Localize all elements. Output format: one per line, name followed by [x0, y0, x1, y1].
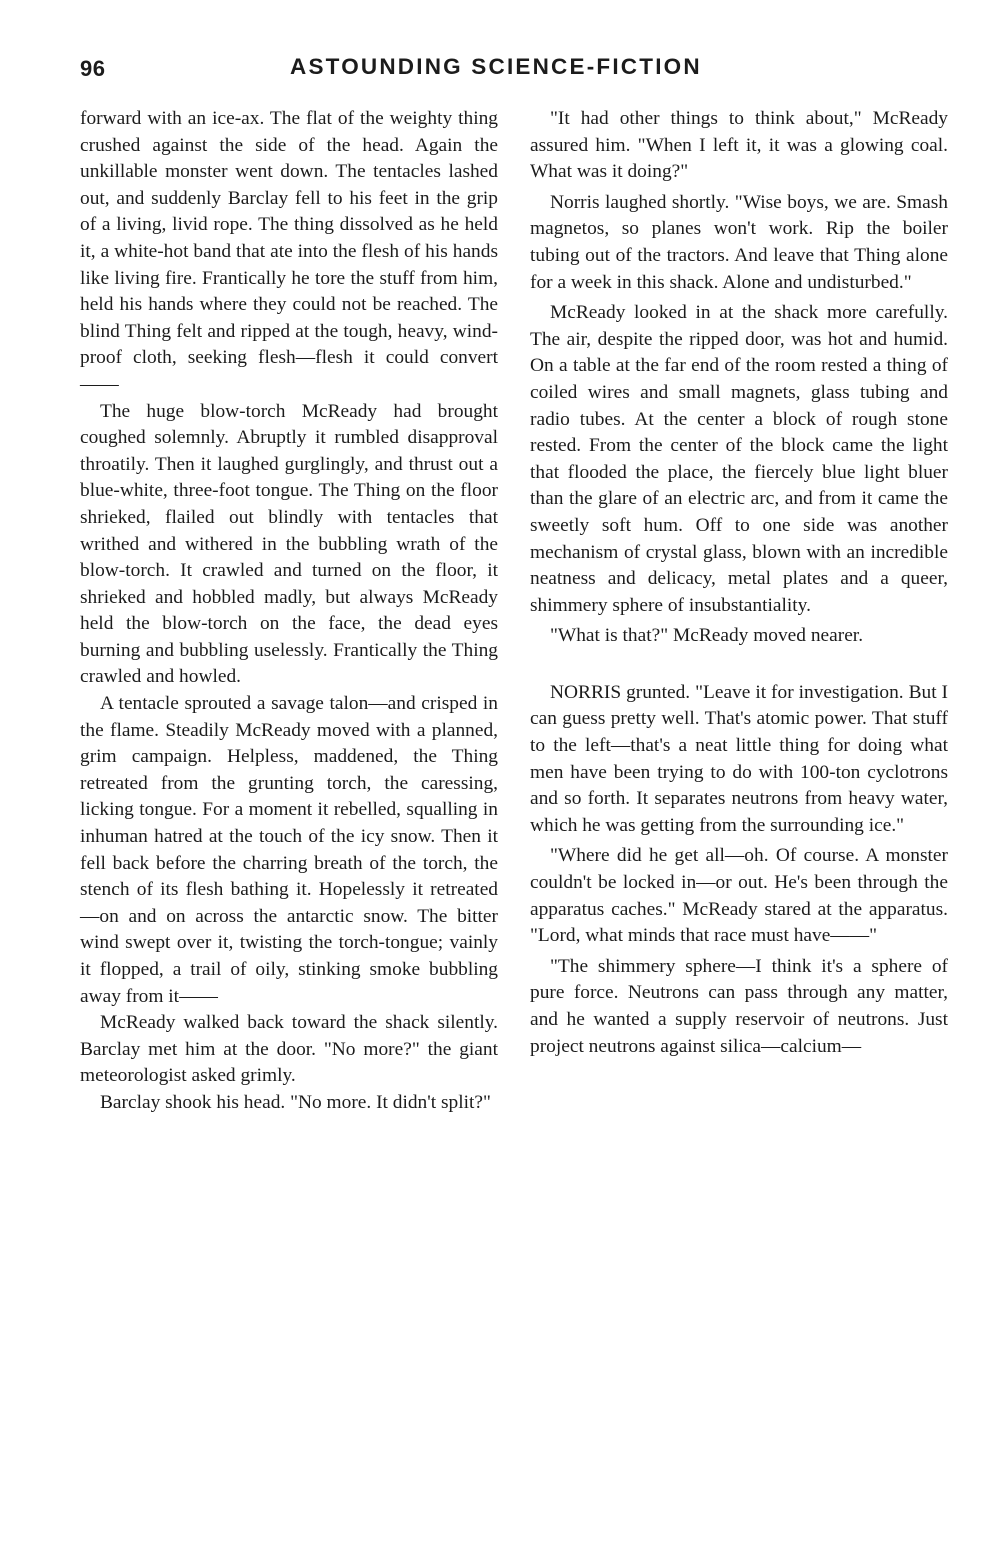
paragraph: forward with an ice-ax. The flat of the weighty thing crushed against the side of the head. Again the unkillable monster went down. The tentacles lashed out, and suddenly Barclay fell to his feet in the grip of a living, livid rope. The thing dissolved as he held it, a white-hot band that ate into the flesh of his hands like living fire. Frantically he tore the stuff from him, held his hands where they could not be reached. The blind Thing felt and ripped at the tough, heavy, wind-proof cloth, seeking flesh—flesh it could convert—— [80, 108, 498, 395]
paragraph: "The shimmery sphere—I think it's a sphere of pure force. Neutrons can pass through any matter, and he wanted a supply reservoir of neutrons. Just project neutrons against silica—calcium— [530, 955, 948, 1057]
paragraph: The huge blow-torch McReady had brought coughed solemnly. Abruptly it rumbled disapproval throatily. Then it laughed gurglingly, and thrust out a blue-white, three-foot tongue. The Thing on the floor shrieked, flailed out blindly with tentacles that writhed and withered in the bubbling wrath of the blow-torch. It crawled and turned on the floor, it shrieked and hobbled madly, but always McReady held the blow-torch on the face, the dead eyes burning and bubbling uselessly. Frantically the Thing crawled and howled. [80, 400, 498, 688]
paragraph: "Where did he get all—oh. Of course. A monster couldn't be locked in—or out. He's been through the apparatus caches." McReady stared at the apparatus. "Lord, what minds that race must have——" [530, 845, 948, 947]
paragraph: A tentacle sprouted a savage talon—and crisped in the flame. Steadily McReady moved with a planned, grim campaign. Helpless, maddened, the Thing retreated from the grunting torch, the caressing, licking tongue. For a moment it rebelled, squalling in inhuman hatred at the touch of the icy snow. Then it fell back before the charring breath of the torch, the stench of its flesh bathing it. Hopelessly it retreated—on and on across the antarctic snow. The bitter wind swept over it, twisting the torch-tongue; vainly it flopped, a trail of oily, stinking smoke bubbling away from it—— [80, 693, 498, 1007]
page-number: 96 [80, 56, 106, 81]
paragraph: McReady walked back toward the shack silently. Barclay met him at the door. "No more?" the giant meteorologist asked grimly. [80, 1012, 498, 1087]
paragraph: "What is that?" McReady moved nearer. [550, 625, 864, 647]
section-start-paragraph: NORRIS grunted. "Leave it for investigation. But I can guess pretty well. That's atomic power. That stuff to the left—that's a neat little thing for doing what men have been trying to do with 100-ton cyclotrons and so forth. It separates neutrons from heavy water, which he was getting from the surrounding ice." [530, 681, 948, 836]
paragraph: Barclay shook his head. "No more. It didn't split?" [100, 1091, 491, 1113]
paragraph: "It had other things to think about," McReady assured him. "When I left it, it was a glowing coal. What was it doing?" [530, 108, 948, 183]
right-column [530, 106, 948, 1064]
page-header [80, 56, 950, 92]
paragraph: McReady looked in at the shack more carefully. The air, despite the ripped door, was hot and humid. On a table at the far end of the room rested a thing of coiled wires and small magnets, glass tubing and radio tubes. At the center a block of rough stone rested. From the center of the block came the light that flooded the place, the fiercely blue light bluer than the glare of an electric arc, and from it came the sweetly soft hum. Off to one side was another mechanism of crystal glass, blown with an incredible neatness and delicacy, metal plates and a queer, shimmery sphere of insubstantiality. [530, 302, 948, 616]
paragraph: Norris laughed shortly. "Wise boys, we are. Smash magnetos, so planes won't work. Rip the boiler tubing out of the tractors. And leave that Thing alone for a week in this shack. Alone and undisturbed." [530, 191, 948, 293]
left-column [80, 106, 498, 1117]
magazine-title: ASTOUNDING SCIENCE-FICTION [290, 54, 702, 79]
